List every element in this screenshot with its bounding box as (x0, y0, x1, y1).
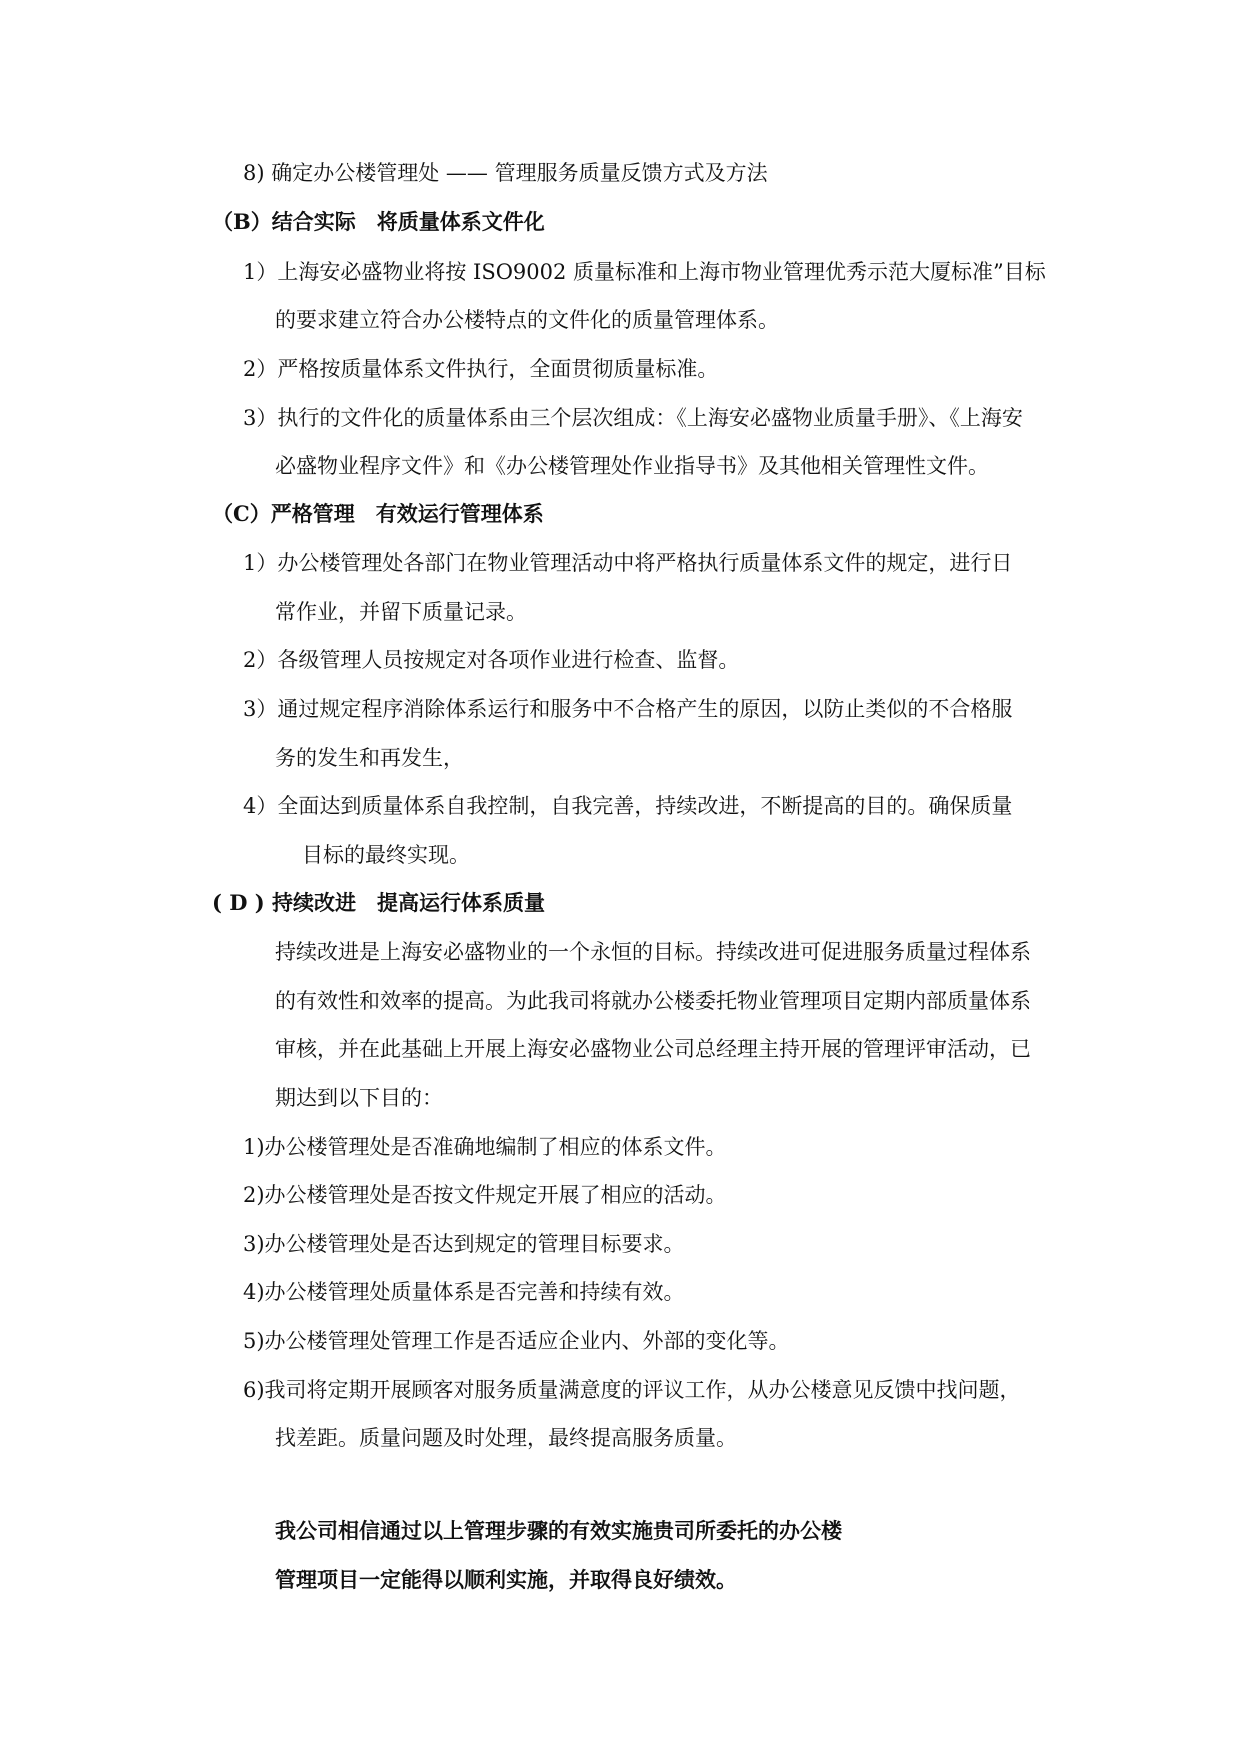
section-d-item-6-line-1: 6)我司将定期开展顾客对服务质量满意度的评议工作，从办公楼意见反馈中找问题， (243, 1378, 1021, 1402)
section-d-paragraph-line-2: 的有效性和效率的提高。为此我司将就办公楼委托物业管理项目定期内部质量体系 (275, 989, 1031, 1013)
section-d-item-6-line-2: 找差距。质量问题及时处理，最终提高服务质量。 (275, 1426, 737, 1450)
section-b-heading: （B）结合实际 将质量体系文件化 (212, 209, 545, 234)
section-c-item-3-line-1: 3）通过规定程序消除体系运行和服务中不合格产生的原因，以防止类似的不合格服 (243, 697, 1013, 721)
section-c-item-4-line-1: 4）全面达到质量体系自我控制，自我完善，持续改进，不断提高的目的。确保质量 (243, 794, 1013, 818)
section-d-item-3: 3)办公楼管理处是否达到规定的管理目标要求。 (243, 1232, 685, 1256)
section-b-item-3-line-1: 3）执行的文件化的质量体系由三个层次组成：《上海安必盛物业质量手册》、《上海安 (243, 406, 1023, 430)
section-c-item-4-line-2: 目标的最终实现。 (302, 843, 470, 867)
section-b-item-1-line-1: 1）上海安必盛物业将按 ISO9002 质量标准和上海市物业管理优秀示范大厦标准”目标 (243, 260, 1046, 284)
section-b-item-1-line-2: 的要求建立符合办公楼特点的文件化的质量管理体系。 (275, 308, 779, 332)
section-d-paragraph-line-3: 审核，并在此基础上开展上海安必盛物业公司总经理主持开展的管理评审活动，已 (275, 1037, 1031, 1061)
section-d-paragraph-line-4: 期达到以下目的： (275, 1086, 443, 1110)
section-b-item-2: 2）严格按质量体系文件执行，全面贯彻质量标准。 (243, 357, 719, 381)
section-c-item-3-line-2: 务的发生和再发生， (275, 746, 464, 770)
section-c-item-2: 2）各级管理人员按规定对各项作业进行检查、监督。 (243, 648, 740, 672)
section-d-item-2: 2)办公楼管理处是否按文件规定开展了相应的活动。 (243, 1183, 727, 1207)
section-d-heading: ( D ) 持续改进 提高运行体系质量 (212, 890, 546, 915)
section-d-item-5: 5)办公楼管理处管理工作是否适应企业内、外部的变化等。 (243, 1329, 790, 1353)
closing-statement-line-2: 管理项目一定能得以顺利实施，并取得良好绩效。 (275, 1568, 737, 1592)
section-c-item-1-line-2: 常作业，并留下质量记录。 (275, 600, 527, 624)
section-c-heading: （C）严格管理 有效运行管理体系 (212, 501, 544, 526)
section-d-paragraph-line-1: 持续改进是上海安必盛物业的一个永恒的目标。持续改进可促进服务质量过程体系 (275, 940, 1031, 964)
section-d-item-4: 4)办公楼管理处质量体系是否完善和持续有效。 (243, 1280, 685, 1304)
closing-statement-line-1: 我公司相信通过以上管理步骤的有效实施贵司所委托的办公楼 (275, 1519, 842, 1543)
section-b-item-3-line-2: 必盛物业程序文件》和《办公楼管理处作业指导书》及其他相关管理性文件。 (275, 454, 989, 478)
section-c-item-1-line-1: 1）办公楼管理处各部门在物业管理活动中将严格执行质量体系文件的规定，进行日 (243, 551, 1013, 575)
section-d-item-1: 1)办公楼管理处是否准确地编制了相应的体系文件。 (243, 1135, 727, 1159)
list-item-8: 8) 确定办公楼管理处 —— 管理服务质量反馈方式及方法 (243, 161, 768, 185)
